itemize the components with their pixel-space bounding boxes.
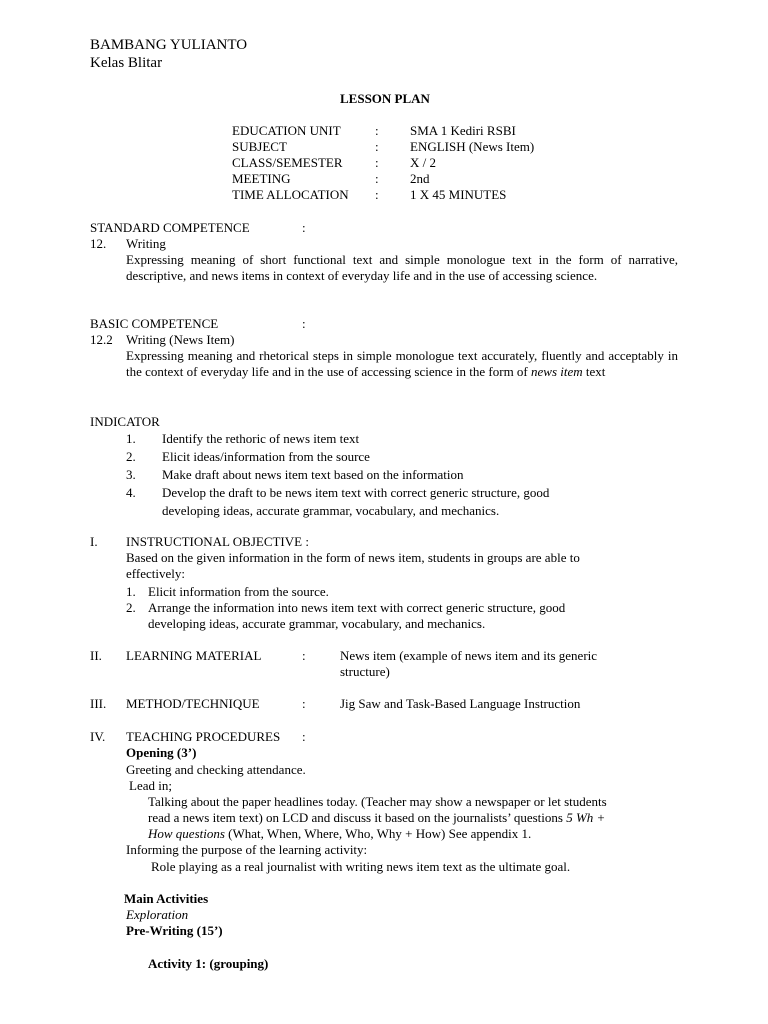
info-label: MEETING: [232, 171, 291, 186]
list-item-number: 4.: [126, 485, 136, 500]
info-row-education-unit: [232, 123, 552, 139]
info-row-meeting: [232, 171, 552, 187]
section-heading: METHOD/TECHNIQUE: [126, 696, 260, 711]
leadin-text-italic: How questions: [148, 826, 225, 841]
list-item: Elicit information from the source.: [148, 584, 329, 599]
section-heading: LEARNING MATERIAL: [126, 648, 262, 663]
section-value-continuation: structure): [340, 664, 390, 679]
section-heading: STANDARD COMPETENCE: [90, 220, 250, 235]
competence-number: 12.2: [90, 332, 113, 347]
info-separator: :: [375, 155, 379, 170]
exploration-label: Exploration: [126, 907, 189, 922]
informing-text: Role playing as a real journalist with writing news item text as the ultimate goal.: [151, 859, 571, 874]
section-value: News item (example of news item and its generic: [340, 648, 598, 663]
section-separator: :: [302, 648, 306, 663]
info-label: CLASS/SEMESTER: [232, 155, 343, 170]
list-item: Elicit ideas/information from the source: [162, 449, 370, 464]
section-separator: :: [302, 696, 306, 711]
section-heading: TEACHING PROCEDURES: [126, 729, 281, 744]
info-separator: :: [375, 139, 379, 154]
activity-heading: Activity 1: (grouping): [148, 956, 269, 971]
section-separator: :: [302, 316, 306, 331]
info-value: SMA 1 Kediri RSBI: [410, 123, 516, 138]
leadin-text-part: (What, When, Where, Who, Why + How) See appendix 1.: [224, 826, 532, 841]
section-roman-numeral: II.: [90, 648, 102, 663]
competence-text: Expressing meaning of short functional text and simple monologue text in the form of narrative, descriptive, and news items in context of everyday life and in the use of accessing science.: [126, 252, 678, 283]
page-title: LESSON PLAN: [340, 91, 430, 106]
info-row-time-allocation: [232, 187, 552, 203]
info-label: TIME ALLOCATION: [232, 187, 349, 202]
info-value: X / 2: [410, 155, 436, 170]
competence-text-part: Expressing meaning and rhetorical steps in simple monologue text accurately, fluently and acceptably in the context of everyday life and in the use of accessing science in the form of: [126, 348, 678, 379]
competence-item: Writing: [126, 236, 166, 251]
info-separator: :: [375, 187, 379, 202]
opening-step: Greeting and checking attendance.: [126, 762, 306, 777]
section-heading: BASIC COMPETENCE: [90, 316, 219, 331]
leadin-heading: Lead in;: [129, 778, 172, 793]
list-item-number: 1.: [126, 584, 136, 599]
list-item-number: 2.: [126, 600, 136, 615]
info-separator: :: [375, 123, 379, 138]
objective-intro-continuation: effectively:: [126, 566, 185, 581]
info-value: ENGLISH (News Item): [410, 139, 535, 154]
info-value: 2nd: [410, 171, 430, 186]
list-item: Develop the draft to be news item text with correct generic structure, good: [162, 485, 550, 500]
leadin-text-continuation: [148, 810, 605, 826]
info-row-class-semester: [232, 155, 552, 171]
informing-heading: Informing the purpose of the learning activity:: [126, 842, 368, 857]
author-name: BAMBANG YULIANTO: [90, 37, 248, 53]
leadin-text-continuation: [148, 826, 531, 842]
list-item: Arrange the information into news item text with correct generic structure, good: [148, 600, 566, 615]
list-item-continuation: developing ideas, accurate grammar, vocabulary, and mechanics.: [162, 503, 500, 518]
objective-intro: Based on the given information in the form of news item, students in groups are able to: [126, 550, 580, 565]
main-activities-heading: Main Activities: [124, 891, 209, 906]
opening-heading: Opening (3’): [126, 745, 197, 760]
competence-text-italic: news item: [531, 364, 583, 379]
prewriting-heading: Pre-Writing (15’): [126, 923, 223, 938]
author-class: Kelas Blitar: [90, 55, 163, 71]
section-heading: INSTRUCTIONAL OBJECTIVE :: [126, 534, 309, 549]
section-roman-numeral: III.: [90, 696, 107, 711]
competence-number: 12.: [90, 236, 107, 251]
leadin-text-italic: 5 Wh +: [566, 810, 606, 825]
leadin-text-part: read a news item text) on LCD and discuss it based on the journalists’ questions: [148, 810, 567, 825]
info-row-subject: [232, 139, 552, 155]
list-item-continuation: developing ideas, accurate grammar, vocabulary, and mechanics.: [148, 616, 486, 631]
list-item: Make draft about news item text based on the information: [162, 467, 464, 482]
section-roman-numeral: I.: [90, 534, 98, 549]
competence-item: Writing (News Item): [126, 332, 235, 347]
info-separator: :: [375, 171, 379, 186]
section-heading: INDICATOR: [90, 414, 160, 429]
section-separator: :: [302, 220, 306, 235]
list-item-number: 2.: [126, 449, 136, 464]
list-item-number: 3.: [126, 467, 136, 482]
competence-text-end: text: [582, 364, 606, 379]
leadin-text: Talking about the paper headlines today. (Teacher may show a newspaper or let students: [148, 794, 607, 809]
list-item: Identify the rethoric of news item text: [162, 431, 360, 446]
section-roman-numeral: IV.: [90, 729, 106, 744]
info-label: EDUCATION UNIT: [232, 123, 341, 138]
competence-text: [126, 348, 678, 380]
section-value: Jig Saw and Task-Based Language Instruction: [340, 696, 581, 711]
info-label: SUBJECT: [232, 139, 287, 154]
section-separator: :: [302, 729, 306, 744]
info-value: 1 X 45 MINUTES: [410, 187, 507, 202]
list-item-number: 1.: [126, 431, 136, 446]
